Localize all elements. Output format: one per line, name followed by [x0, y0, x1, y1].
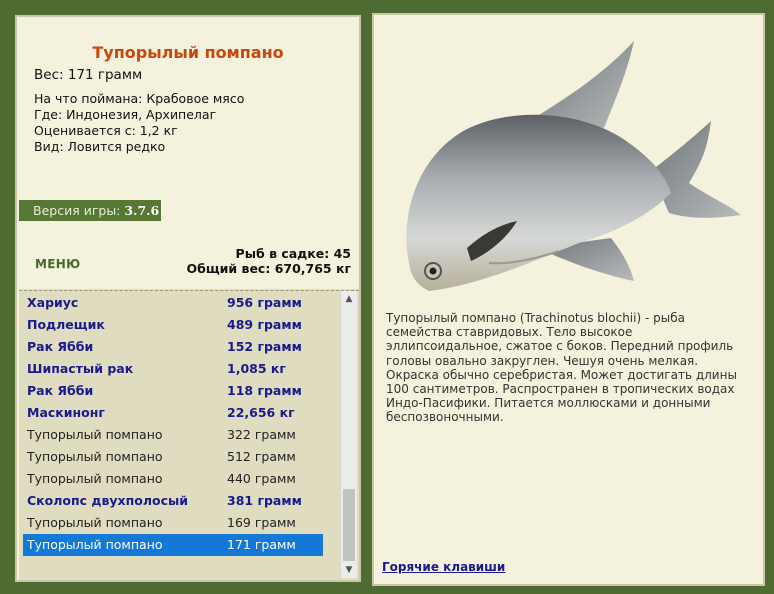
list-item-name: Хариус — [27, 295, 79, 310]
list-item-name: Сколопс двухполосый — [27, 493, 189, 508]
list-item[interactable] — [23, 490, 323, 512]
list-item-weight: 381 грамм — [227, 493, 302, 508]
list-item-weight: 512 грамм — [227, 449, 296, 464]
list-item[interactable] — [23, 446, 323, 468]
list-item[interactable] — [23, 534, 323, 556]
list-item-name: Маскинонг — [27, 405, 105, 420]
fish-detail-panel — [372, 13, 765, 586]
catch-stats — [187, 246, 352, 276]
fish-rarity: Вид: Ловится редко — [34, 139, 166, 154]
divider — [19, 290, 359, 291]
scroll-down-arrow-icon[interactable]: ▼ — [345, 565, 353, 575]
list-item-weight: 152 грамм — [227, 339, 302, 354]
scroll-thumb[interactable] — [343, 489, 355, 561]
list-item-weight: 1,085 кг — [227, 361, 286, 376]
version-value: 3.7.6 — [124, 203, 160, 218]
fish-bait: На что поймана: Крабовое мясо — [34, 91, 245, 106]
list-item[interactable] — [23, 468, 323, 490]
fish-image — [389, 33, 749, 303]
list-item-weight: 22,656 кг — [227, 405, 295, 420]
menu-button[interactable]: МЕНЮ — [35, 257, 81, 271]
list-item-weight: 171 грамм — [227, 537, 296, 552]
list-item[interactable] — [23, 380, 323, 402]
version-badge — [19, 200, 161, 221]
list-item-name: Рак Ябби — [27, 383, 94, 398]
list-item-name: Шипастый рак — [27, 361, 134, 376]
catch-list — [19, 289, 359, 580]
fish-location: Где: Индонезия, Архипелаг — [34, 107, 217, 122]
version-label: Версия игры: — [33, 203, 121, 218]
list-item-name: Тупорылый помпано — [27, 471, 163, 486]
catch-list-scrollbar[interactable] — [340, 291, 357, 578]
list-item-name: Тупорылый помпано — [27, 449, 163, 464]
list-item[interactable] — [23, 424, 323, 446]
list-item[interactable] — [23, 402, 323, 424]
list-item-weight: 440 грамм — [227, 471, 296, 486]
list-item[interactable] — [23, 512, 323, 534]
fish-info-panel — [15, 15, 361, 582]
list-item-name: Тупорылый помпано — [27, 427, 163, 442]
fish-estimated: Оценивается с: 1,2 кг — [34, 123, 178, 138]
list-item-name: Тупорылый помпано — [27, 515, 163, 530]
list-item-weight: 489 грамм — [227, 317, 302, 332]
list-item[interactable] — [23, 314, 323, 336]
hotkeys-link[interactable]: Горячие клавиши — [382, 560, 506, 574]
fish-weight: Вес: 171 грамм — [34, 67, 143, 83]
list-item-weight: 118 грамм — [227, 383, 302, 398]
fish-count: Рыб в садке: 45 — [235, 246, 351, 261]
list-item-weight: 322 грамм — [227, 427, 296, 442]
list-item[interactable] — [23, 336, 323, 358]
list-item-name: Тупорылый помпано — [27, 537, 163, 552]
list-item-name: Рак Ябби — [27, 339, 94, 354]
fish-description: Тупорылый помпано (Trachinotus blochii) - рыба семейства ставридовых. Тело высокое эллипсоидальное, сжатое с боков. Передний профиль головы овально закруглен. Чешуя очень мелкая. Окраска обычно серебристая. Может достигать длины 100 сантиметров. Распространен в тропических водах Индо-Пасифики. Питается моллюсками и донными беспозвоночными. — [386, 311, 737, 425]
total-weight: Общий вес: 670,765 кг — [186, 261, 351, 276]
list-item[interactable] — [23, 358, 323, 380]
fish-title: Тупорылый помпано — [92, 43, 284, 62]
scroll-up-arrow-icon[interactable]: ▲ — [345, 294, 353, 304]
list-item-name: Подлещик — [27, 317, 105, 332]
list-item[interactable] — [23, 292, 323, 314]
list-item-weight: 169 грамм — [227, 515, 296, 530]
list-item-weight: 956 грамм — [227, 295, 302, 310]
